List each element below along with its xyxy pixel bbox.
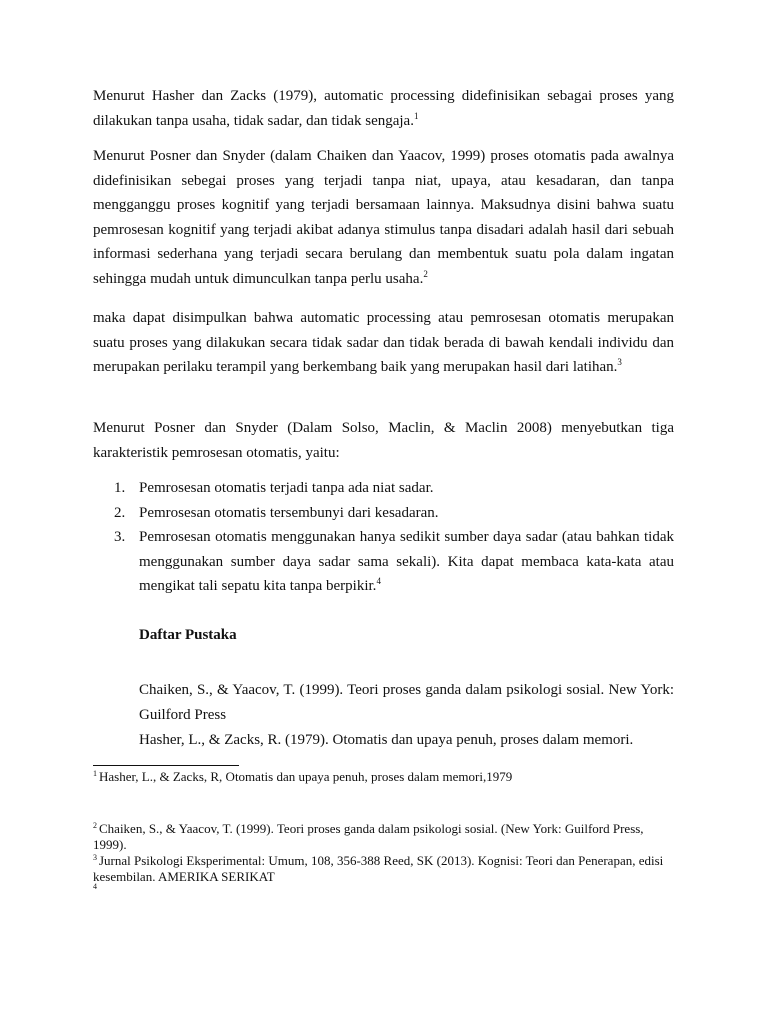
- footnote-text: Chaiken, S., & Yaacov, T. (1999). Teori proses ganda dalam psikologi sosial. (New York: Guilford Press, 1999).: [93, 821, 644, 852]
- paragraph-conclusion: [93, 306, 674, 380]
- footnote-ref[interactable]: 2: [423, 268, 428, 279]
- list-item-text: [139, 525, 674, 599]
- list-number: 1.: [114, 480, 126, 496]
- list-item: [93, 501, 674, 526]
- paragraph-posner-snyder: [93, 144, 674, 291]
- footnote-ref[interactable]: 3: [617, 357, 622, 367]
- paragraph-text: maka dapat disimpulkan bahwa automatic processing atau pemrosesan otomatis merupakan suatu proses yang dilakukan secara tidak sadar dan tidak berada di bawah kendali individu dan merupakan perilaku terampil yang berkembang baik yang merupakan hasil dari latihan.: [93, 310, 674, 375]
- footnote-text: Jurnal Psikologi Eksperimental: Umum, 108, 356-388 Reed, SK (2013). Kognisi: Teori dan Penerapan, edisi kesembilan. AMERIKA SERIKAT: [93, 853, 664, 884]
- characteristics-list: [93, 476, 674, 599]
- footnote-2: [93, 821, 674, 853]
- list-item: [93, 476, 674, 501]
- paragraph-hasher-zacks: [93, 84, 674, 133]
- list-text: Pemrosesan otomatis terjadi tanpa ada niat sadar.: [139, 480, 434, 496]
- footnote-ref[interactable]: 4: [376, 576, 381, 586]
- paragraph-text: Menurut Hasher dan Zacks (1979), automatic processing didefinisikan sebagai proses yang dilakukan tanpa usaha, tidak sadar, dan tidak sengaja.: [93, 88, 674, 129]
- footnote-1: [93, 769, 674, 785]
- list-number: 3.: [114, 529, 126, 545]
- footnote-3: [93, 853, 674, 885]
- list-text: Pemrosesan otomatis menggunakan hanya sedikit sumber daya sadar (atau bahkan tidak menggunakan sumber daya sadar sama sekali). Kita dapat membaca kata-kata atau mengikat tali sepatu kita tanpa berpikir.: [139, 529, 674, 594]
- list-item-text: [139, 501, 674, 526]
- paragraph-text: Menurut Posner dan Snyder (dalam Chaiken dan Yaacov, 1999) proses otomatis pada awalnya didefinisikan sebegai proses yang terjadi tanpa niat, upaya, atau kesadaran, dan tanpa mengganggu proses kognitif yang terjadi bersamaan lainnya. Maksudnya disini bahwa suatu pemrosesan kognitif yang terjadi akibat adanya stimulus tanpa disadari adalah hasil dari sebuah informasi sederhana yang terjadi secara berulang dan membentuk suatu pola dalam ingatan sehingga mudah untuk dimunculkan tanpa perlu usaha.: [93, 148, 674, 287]
- footnote-mark: 3: [93, 852, 97, 862]
- footnote-mark: 1: [93, 768, 97, 778]
- footnote-4: [93, 882, 674, 898]
- footnote-text: Hasher, L., & Zacks, R, Otomatis dan upaya penuh, proses dalam memori,1979: [99, 769, 513, 784]
- list-item: [93, 525, 674, 599]
- list-text: Pemrosesan otomatis tersembunyi dari kesadaran.: [139, 504, 439, 521]
- paragraph-text: Menurut Posner dan Snyder (Dalam Solso, Maclin, & Maclin 2008) menyebutkan tiga karakteristik pemrosesan otomatis, yaitu:: [93, 420, 674, 461]
- footnote-mark: 4: [93, 881, 97, 891]
- reference-item: Chaiken, S., & Yaacov, T. (1999). Teori proses ganda dalam psikologi sosial. New York: Guilford Press: [139, 682, 674, 723]
- references-heading: Daftar Pustaka: [139, 627, 237, 643]
- footnote-mark: 2: [93, 820, 97, 830]
- paragraph-characteristics-intro: [93, 416, 674, 465]
- list-item-text: [139, 476, 674, 501]
- footnote-ref[interactable]: 1: [413, 110, 419, 121]
- list-number: 2.: [114, 504, 126, 521]
- reference-item: Hasher, L., & Zacks, R. (1979). Otomatis dan upaya penuh, proses dalam memori.: [139, 732, 634, 748]
- footnote-separator: [93, 765, 239, 766]
